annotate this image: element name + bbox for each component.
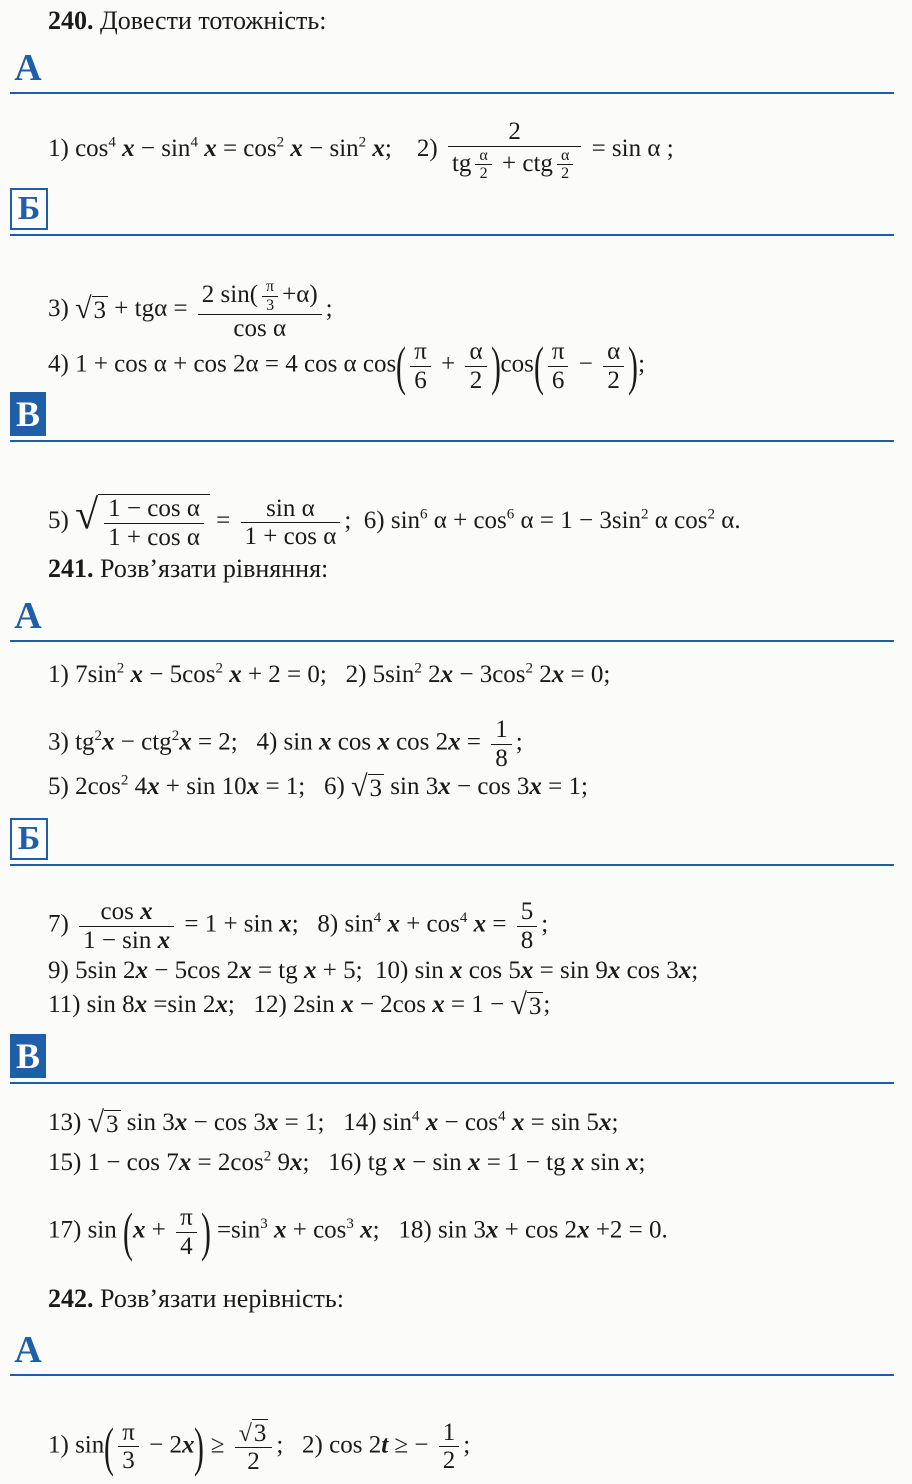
problem-240-title xyxy=(48,6,327,36)
eq-241-13-14: 13) √3 sin 3x − cos 3x = 1; 14) $\sin^4 x - \cos^4 x = \sin 5x$; xyxy=(48,1106,619,1140)
problem-heading: Розв’язати нерівність: xyxy=(100,1284,344,1313)
eq-240-1-2: 1) $\cos^4 x - \sin^4 x = \cos^2 x - \sin^2 x$; 2) 2 tg $\frac{\alpha}{2}$ + ctg $\frac{\alpha}{2}$ = sin α ; xyxy=(48,118,674,183)
eq-241-1-2: 1) $7\sin^2$ $x - 5\cos^2$ x + 2 = 0; 2) $5\sin^2$ $2x - 3\cos^2$ 2x = 0; xyxy=(48,660,611,688)
problem-241-title xyxy=(48,554,328,584)
level-b-header xyxy=(10,192,894,236)
eq-240-4: 4) 1 + cos α + cos 2α = 4 cos α cos( $\frac{\pi}{6}$ + $\frac{\alpha}{2}$ )cos( $\frac{\pi}{6}$ − $\frac{\alpha}{2}$ ); xyxy=(48,336,646,396)
level-c-header xyxy=(10,1036,894,1084)
level-label: А xyxy=(14,47,42,89)
problem-number: 241. xyxy=(48,554,94,583)
eq-240-5-6: 5) √ $\frac{\text{1 − cos α}}{\text{1 + cos α}}$ = $\frac{\text{sin α}}{\text{1 + cos α}}$ ; 6) $\sin^6 \alpha + \cos^6 \alpha = 1 - 3\sin^2$ α $\cos^2 \alpha$. xyxy=(48,492,741,551)
eq-241-17-18: 17) sin (x + $\frac{\pi}{4}$ ) $=\sin^3$ $x + \cos^3 x$; 18) sin 3x + cos 2x +2 = 0. xyxy=(48,1202,668,1262)
level-label: В xyxy=(10,392,46,436)
problem-number: 242. xyxy=(48,1284,94,1313)
eq-241-11-12: 11) sin 8x =sin 2x; 12) 2sin x − 2cos x = 1 − √3; xyxy=(48,988,551,1022)
eq-241-15-16: 15) $1 - \cos 7x = 2\cos^2$ 9x; 16) tg x − sin x = 1 − tg x sin x; xyxy=(48,1148,646,1176)
level-a-header xyxy=(10,47,894,94)
problem-number: 240. xyxy=(48,6,94,35)
level-label: А xyxy=(14,595,42,637)
level-a-header xyxy=(10,1329,894,1376)
problem-242-title xyxy=(48,1284,344,1314)
eq-241-3-4: 3) $tg^2x - ctg^2x = 2$; 4) sin x cos x cos 2x = $\frac{1}{8}$ ; xyxy=(48,716,523,772)
problem-heading: Довести тотожність: xyxy=(100,6,327,35)
problem-heading: Розв’язати рівняння: xyxy=(100,554,329,583)
level-label: А xyxy=(14,1329,42,1371)
eq-241-7-8: 7) $\frac{\text{cos x}}{\text{1 − sin x}}$ = 1 + sin x; 8) $\sin^4 x + \cos^4 x$ = $\frac{5}{8}$ ; xyxy=(48,898,549,954)
eq-242-1-2: 1) sin( $\frac{\pi}{3}$ − 2x) ≥ $\frac{√3}{2}$ ; 2) cos 2t ≥ − $\frac{1}{2}$ ; xyxy=(48,1416,471,1477)
level-label: Б xyxy=(10,188,48,230)
eq-241-5-6: 5) $2\cos^2$ 4x + sin 10x = 1; 6) √3 sin 3x − cos 3x = 1; xyxy=(48,770,588,804)
level-label: В xyxy=(10,1034,46,1078)
level-label: Б xyxy=(10,818,48,860)
level-a-header xyxy=(10,595,894,642)
level-b-header xyxy=(10,822,894,866)
eq-241-9-10: 9) 5sin 2x − 5cos 2x = tg x + 5; 10) sin x cos 5x = sin 9x cos 3x; xyxy=(48,957,699,984)
level-c-header xyxy=(10,394,894,442)
eq-240-3: 3) √3 + tgα = 2 sin( $\frac{\pi}{3}$ +α) cos α ; xyxy=(48,278,333,343)
